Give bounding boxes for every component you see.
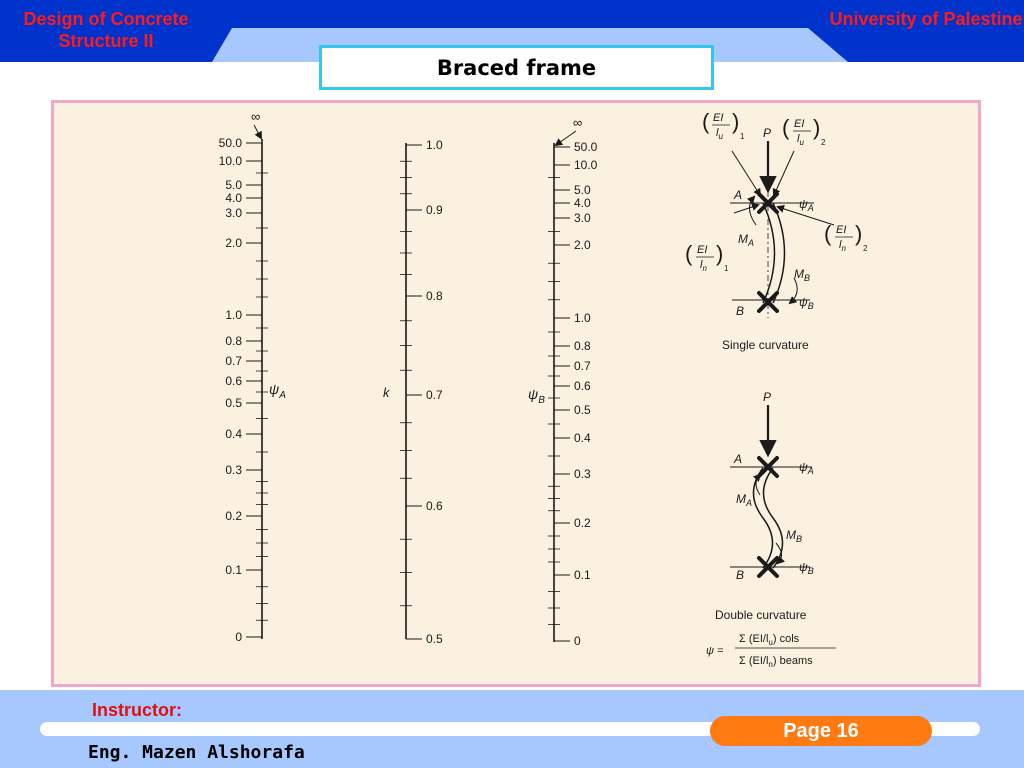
psi-b-tick-label: 10.0 (574, 158, 598, 172)
svg-text:(: ( (685, 241, 693, 266)
psi-a-tick-label: 3.0 (225, 206, 242, 220)
psi-b-tick-label: 4.0 (574, 196, 591, 210)
psi-b-tick-group (548, 140, 598, 648)
svg-text:ln: $l_n$ (839, 239, 846, 253)
psi-b-infinity: ∞ (573, 115, 583, 130)
k-tick-label: 0.9 (426, 203, 443, 217)
instructor-label: Instructor: (92, 700, 182, 720)
psi-a-scale (219, 109, 287, 644)
psi-b-tick-label: 3.0 (574, 211, 591, 225)
single-col-stiffness-1 (702, 109, 745, 141)
single-joint-a-label: A (734, 188, 743, 202)
double-psi-b-label: $\psi_B$ (799, 560, 814, 576)
single-moment-a-label: $M_A$ (738, 232, 755, 248)
single-psi-b-label: $\psi_B$ (799, 295, 814, 311)
psi-a-tick-label: 2.0 (225, 236, 242, 250)
single-load-label: P (763, 126, 772, 140)
psi-a-tick-label: 0.6 (225, 374, 242, 388)
double-moment-b-label: $M_B$ (786, 528, 803, 544)
psi-b-tick-label: 0.8 (574, 339, 591, 353)
single-curvature-diagram (685, 109, 868, 352)
page-number-badge: Page 16 (710, 716, 932, 746)
psi-a-tick-label: 50.0 (218, 136, 242, 150)
instructor-name: Eng. Mazen Alshorafa (88, 742, 305, 763)
double-joint-b-label: B (736, 568, 745, 582)
svg-text:EI: EI (794, 118, 805, 130)
psi-b-tick-label: 0.5 (574, 403, 591, 417)
svg-text:(: ( (782, 115, 790, 140)
psi-b-tick-label: 5.0 (574, 183, 591, 197)
figure-panel (51, 100, 981, 687)
svg-text:Σ (EI/ln) beams: Σ $(EI/l_n)$ beams (739, 655, 813, 669)
single-moment-b-label: $M_B$ (794, 267, 811, 283)
single-psi-a-label: $\psi_A$ (799, 197, 814, 213)
single-column-shape (763, 203, 775, 303)
k-axis-label: k (383, 385, 390, 400)
single-curvature-caption: Single curvature (722, 338, 809, 352)
psi-b-axis-label: $\psi_B$ (528, 386, 545, 406)
svg-text:2: 2 (863, 244, 868, 253)
psi-b-scale (528, 115, 598, 648)
slide-title: Braced frame (319, 45, 714, 90)
double-psi-a-label: $\psi_A$ (799, 460, 814, 476)
svg-text:ln: $l_n$ (700, 259, 707, 273)
footer-band (0, 690, 1024, 768)
k-tick-label: 1.0 (426, 138, 443, 152)
svg-text:): ) (855, 221, 863, 246)
single-moment-b-arrow (790, 278, 797, 303)
psi-a-tick-label: 0.3 (225, 463, 242, 477)
k-tick-label: 0.6 (426, 499, 443, 513)
psi-formula (706, 633, 836, 669)
svg-text:EI: EI (697, 244, 708, 256)
single-col-stiffness-2 (782, 115, 826, 147)
svg-text:1: 1 (724, 264, 729, 273)
psi-a-tick-label: 4.0 (225, 191, 242, 205)
svg-text:EI: EI (713, 112, 724, 124)
psi-b-tick-label: 1.0 (574, 311, 591, 325)
psi-b-tick-label: 0.3 (574, 467, 591, 481)
psi-a-tick-label: 0.7 (225, 354, 242, 368)
single-beam-stiffness-1 (685, 241, 729, 273)
course-title: Design of Concrete Structure II (23, 9, 189, 51)
svg-text:lu: $l_u$ (797, 133, 804, 147)
alignment-chart-figure (54, 103, 978, 684)
psi-b-tick-label: 0.7 (574, 359, 591, 373)
k-tick-label: 0.5 (426, 632, 443, 646)
double-curvature-caption: Double curvature (715, 608, 807, 622)
psi-a-tick-label: 0.4 (225, 427, 242, 441)
psi-a-tick-label: 0.1 (225, 563, 242, 577)
double-moment-a-label: $M_A$ (736, 492, 753, 508)
svg-text:1: 1 (740, 132, 745, 141)
psi-b-tick-label: 0 (574, 634, 581, 648)
psi-b-tick-label: 0.4 (574, 431, 591, 445)
double-load-label: P (763, 390, 772, 404)
svg-text:(: ( (824, 221, 832, 246)
svg-text:): ) (813, 115, 821, 140)
svg-text:Σ (EI/lu) cols: Σ $(EI/l_u)$ cols (739, 633, 800, 647)
psi-a-tick-label: 0.5 (225, 396, 242, 410)
psi-b-tick-label: 50.0 (574, 140, 598, 154)
k-tick-label: 0.7 (426, 388, 443, 402)
psi-a-tick-label: 10.0 (218, 154, 242, 168)
psi-a-axis-label: $\psi_A$ (269, 381, 286, 401)
psi-a-tick-label: 1.0 (225, 308, 242, 322)
svg-text:EI: EI (836, 224, 847, 236)
single-joint-b-label: B (736, 304, 745, 318)
single-moment-a-arrow (749, 197, 756, 225)
svg-text:ψ =: ψ = (706, 645, 724, 657)
svg-text:): ) (716, 241, 724, 266)
psi-b-tick-label: 2.0 (574, 238, 591, 252)
single-beam-stiffness-2 (824, 221, 868, 253)
psi-a-tick-label: 5.0 (225, 178, 242, 192)
psi-a-tick-label: 0 (235, 630, 242, 644)
svg-text:): ) (732, 109, 740, 134)
svg-text:2: 2 (821, 138, 826, 147)
psi-b-tick-label: 0.2 (574, 516, 591, 530)
k-tick-label: 0.8 (426, 289, 443, 303)
psi-b-tick-label: 0.6 (574, 379, 591, 393)
svg-text:(: ( (702, 109, 710, 134)
k-scale (383, 138, 443, 646)
psi-a-infinity: ∞ (251, 109, 261, 124)
psi-a-tick-label: 0.8 (225, 334, 242, 348)
double-joint-a-label: A (734, 452, 743, 466)
double-curvature-diagram (715, 390, 814, 622)
svg-text:lu: $l_u$ (716, 127, 723, 141)
psi-b-tick-label: 0.1 (574, 568, 591, 582)
psi-a-tick-label: 0.2 (225, 509, 242, 523)
psi-a-tick-group (219, 136, 268, 644)
university-name: University of Palestine (829, 9, 1023, 29)
